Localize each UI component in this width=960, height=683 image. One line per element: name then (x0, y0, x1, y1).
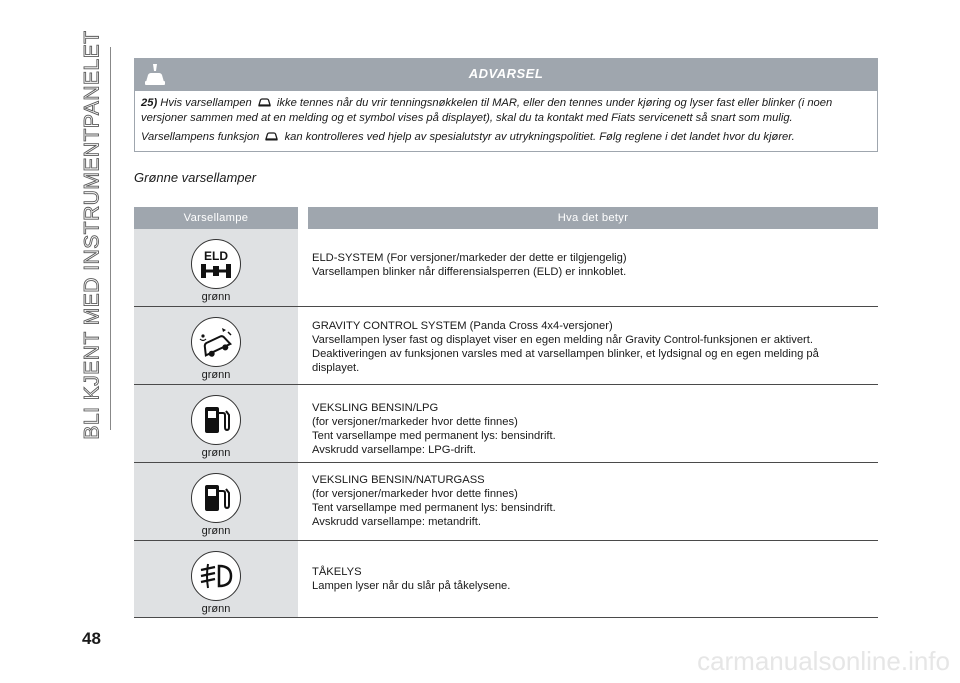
warning-text-2a: Varsellampens funksjon (141, 131, 260, 143)
table-row (134, 540, 878, 617)
description-line: (for versjoner/markeder hvor dette finnes) (312, 487, 518, 500)
description-cell (308, 306, 878, 384)
watermark: carmanualsonline.info (697, 646, 950, 676)
lamp-badge (191, 551, 241, 601)
description-line: (for versjoner/markeder hvor dette finnes) (312, 415, 518, 428)
description-line: Lampen lyser når du slår på tåkelysene. (312, 579, 511, 592)
warning-box (134, 58, 878, 152)
table-row (134, 229, 878, 306)
description-line: Varsellampen lyser fast og displayet viser en egen melding når Gravity Control-funksjonen er aktivert. (312, 333, 813, 346)
side-title: BLI KJENT MED INSTRUMENTPANELET (81, 30, 104, 440)
description-line: Avskrudd varsellampe: metandrift. (312, 515, 481, 528)
warning-lights-table (134, 207, 878, 618)
table-row (134, 462, 878, 540)
description-cell (308, 229, 878, 306)
description-line: TÅKELYS (312, 565, 362, 578)
fuel-pump-icon (201, 403, 231, 437)
description-line: Avskrudd varsellampe: LPG-drift. (312, 443, 476, 456)
car-warning-inline-icon (257, 96, 272, 108)
svg-text:ELD: ELD (204, 249, 228, 263)
page-number: 48 (82, 629, 101, 648)
description-line: ELD-SYSTEM (For versjoner/markeder der dette er tilgjengelig) (312, 252, 627, 264)
section-title: Grønne varsellamper (134, 170, 257, 185)
fuel-pump-icon (201, 481, 231, 515)
description-line: Tent varsellampe med permanent lys: bensindrift. (312, 429, 556, 442)
side-divider (110, 47, 111, 430)
description-line: displayet. (312, 361, 360, 374)
lamp-badge (191, 395, 241, 445)
gravity-control-icon (196, 324, 236, 360)
warning-body (134, 91, 878, 152)
lamp-color-label: grønn (201, 291, 231, 303)
description-cell (308, 462, 878, 540)
eld-icon (197, 247, 235, 281)
lamp-badge (191, 239, 241, 289)
warning-header (134, 58, 878, 91)
lamp-cell (134, 540, 298, 617)
col-header-lamp: Varsellampe (134, 207, 298, 229)
lamp-color-label: grønn (201, 524, 231, 537)
lamp-badge (191, 317, 241, 367)
description-line: Tent varsellampe med permanent lys: bensindrift. (312, 501, 556, 514)
lamp-color-label: grønn (201, 368, 231, 381)
description-line: Varsellampen blinker når differensialsperren (ELD) er innkoblet. (312, 266, 627, 278)
warning-text-1b: ikke tennes når du vrir tenningsnøkkelen til MAR, eller den tennes under kjøring og lyser fast eller blinker (i noen versjoner sammen med at en melding og et symbol vises på displayet), skal du ta kontakt med Fiats servicenett så snart som mulig. (141, 97, 833, 124)
warning-title: ADVARSEL (468, 66, 544, 81)
lamp-cell (134, 306, 298, 384)
warning-text-2b: kan kontrolleres ved hjelp av spesialutstyr av utrykningspolitiet. Følg reglene i det landet hvor du kjører. (284, 131, 795, 143)
description-line: GRAVITY CONTROL SYSTEM (Panda Cross 4x4-versjoner) (312, 319, 613, 332)
description-line: VEKSLING BENSIN/NATURGASS (312, 473, 485, 486)
description-line: Deaktiveringen av funksjonen varsles med at varsellampen blinker, et lydsignal og en egen melding på (312, 347, 819, 360)
fog-light-icon (197, 561, 235, 591)
lamp-color-label: grønn (201, 602, 231, 615)
table-row (134, 384, 878, 462)
description-line: VEKSLING BENSIN/LPG (312, 401, 439, 414)
description-cell (308, 384, 878, 462)
lamp-cell (134, 384, 298, 462)
lamp-cell (134, 462, 298, 540)
lamp-badge (191, 473, 241, 523)
table-row (134, 306, 878, 384)
col-header-meaning: Hva det betyr (308, 207, 878, 229)
warning-number: 25) (141, 97, 158, 109)
car-warning-inline-icon (264, 130, 279, 142)
lamp-cell (134, 229, 298, 306)
warning-text-1a: Hvis varsellampen (160, 97, 252, 109)
lamp-color-label: grønn (201, 446, 231, 459)
description-cell (308, 540, 878, 617)
